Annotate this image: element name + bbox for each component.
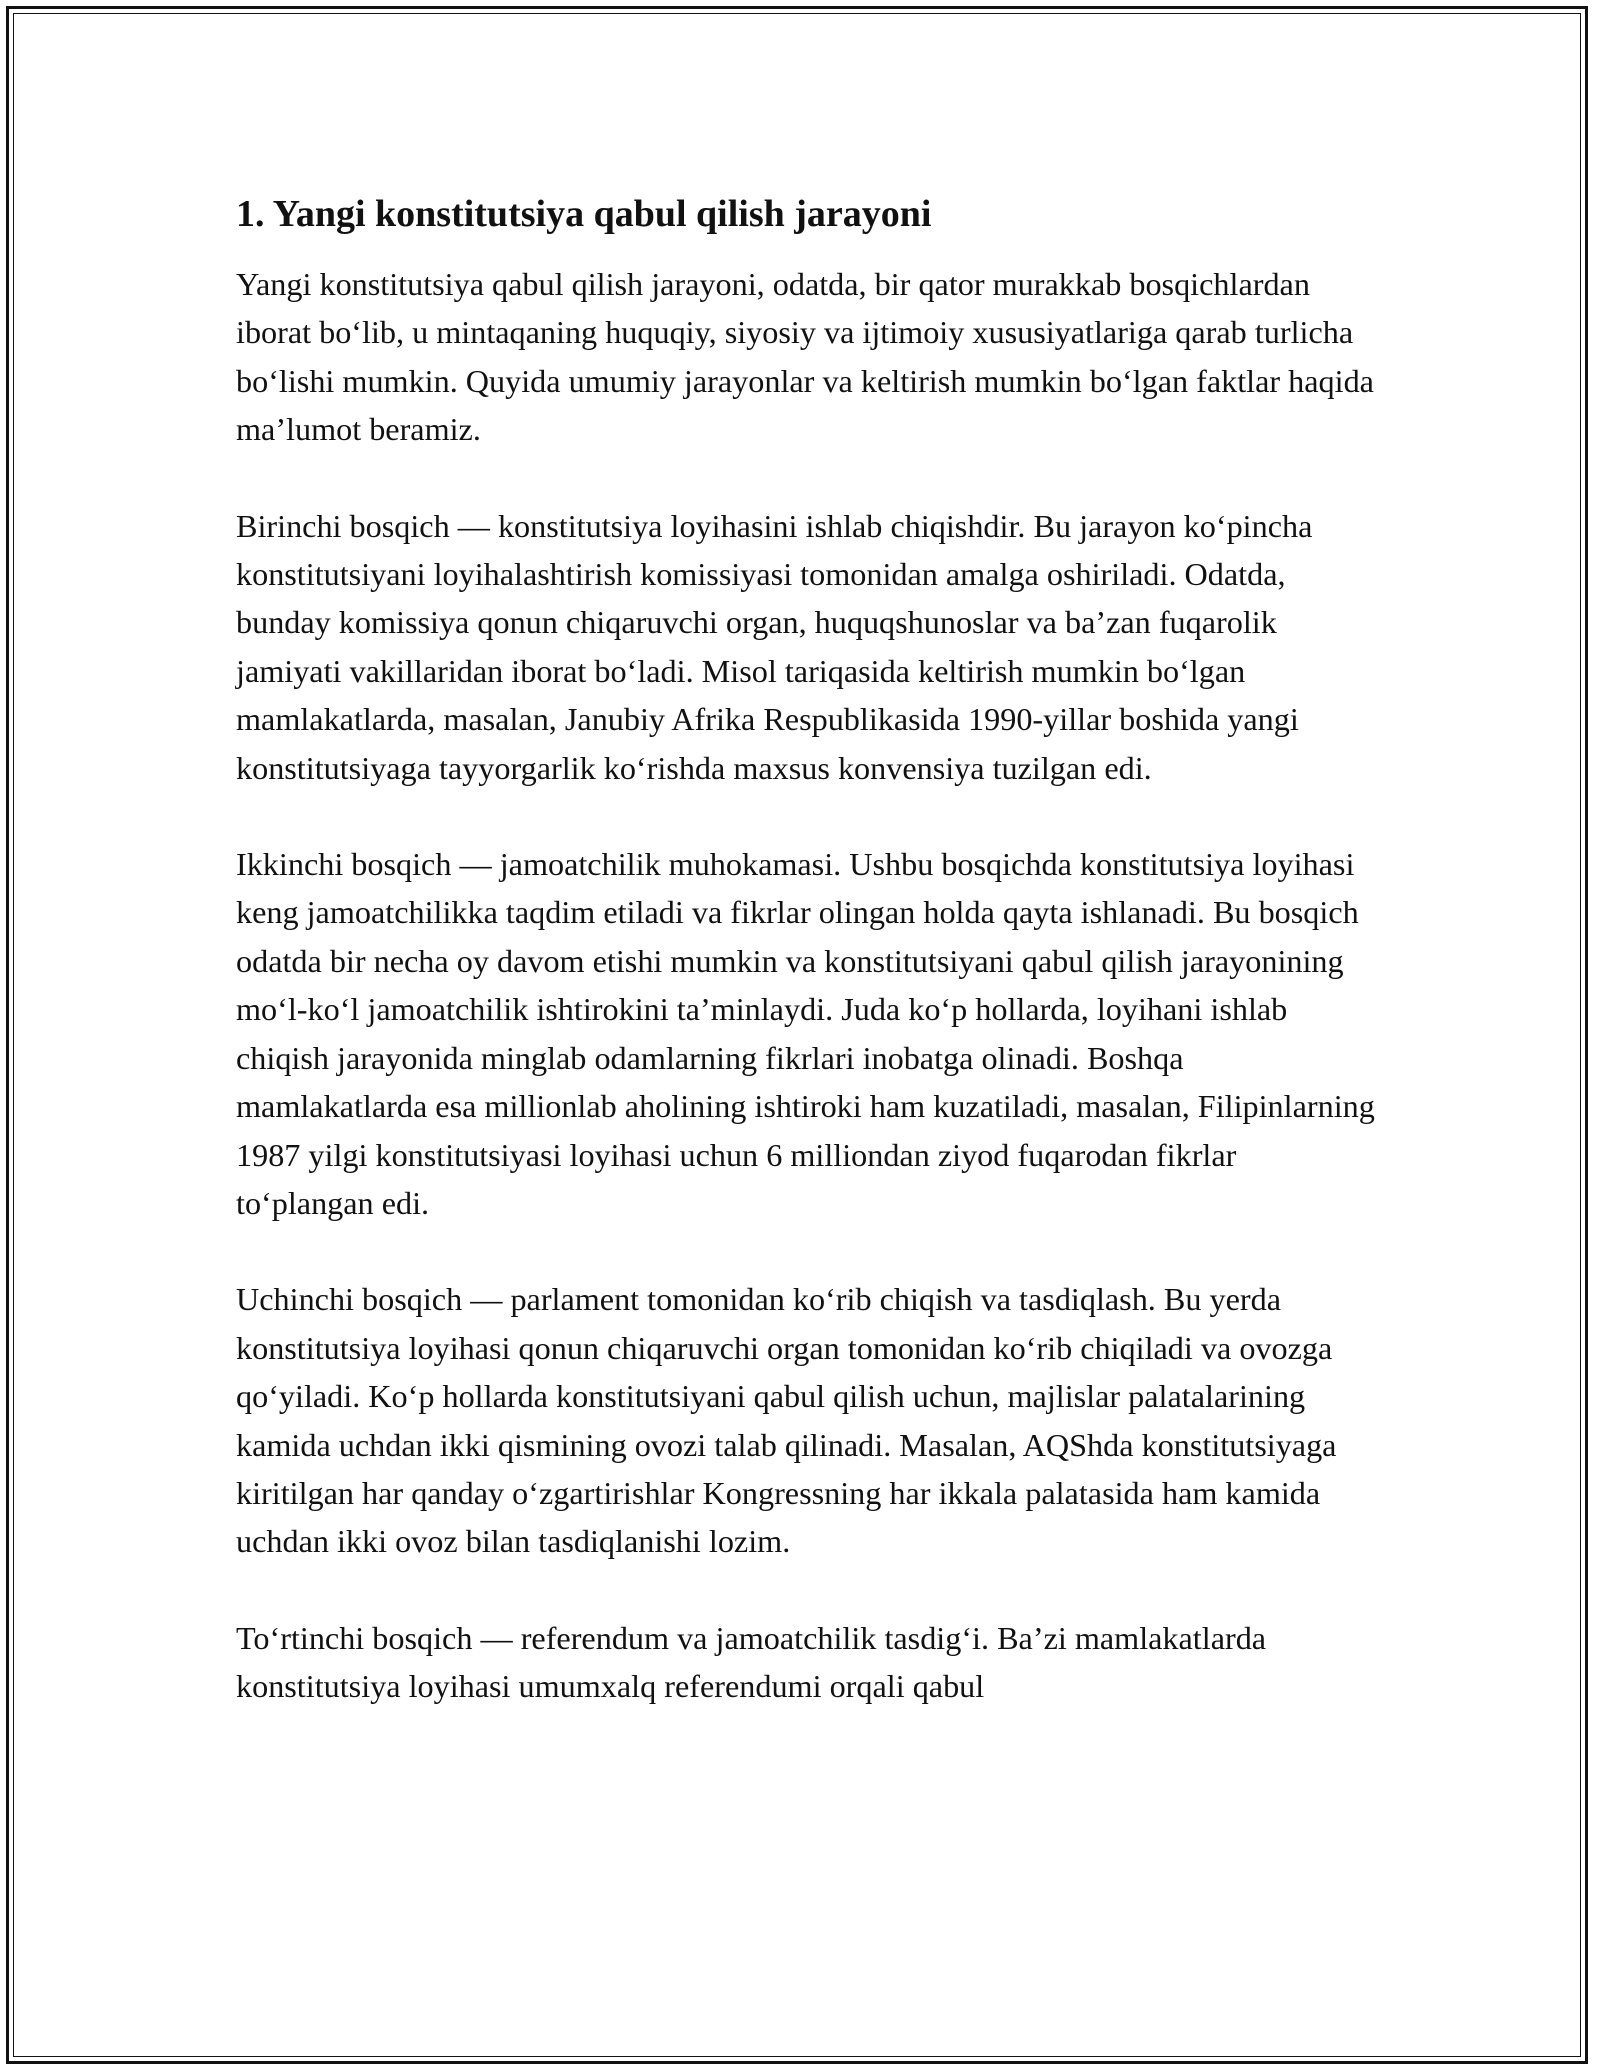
document-body <box>236 190 1376 1711</box>
stage-four-paragraph: To‘rtinchi bosqich — referendum va jamoatchilik tasdig‘i. Ba’zi mamlakatlarda konstitutsiya loyihasi umumxalq referendumi orqali qabul <box>236 1619 1267 1705</box>
intro-paragraph: Yangi konstitutsiya qabul qilish jarayoni, odatda, bir qator murakkab bosqichlardan iborat bo‘lib, u mintaqaning huquqiy, siyosiy va ijtimoiy xususiyatlariga qarab turlicha bo‘lishi mumkin. Quyida umumiy jarayonlar va keltirish mumkin bo‘lgan faktlar haqida ma’lumot beramiz. <box>236 266 1374 448</box>
stage-one-paragraph: Birinchi bosqich — konstitutsiya loyihasini ishlab chiqishdir. Bu jarayon ko‘pincha konstitutsiyani loyihalashtirish komissiyasi tomonidan amalga oshiriladi. Odatda, bunday komissiya qonun chiqaruvchi organ, huquqshunoslar va ba’zan fuqarolik jamiyati vakillaridan iborat bo‘ladi. Misol tariqasida keltirish mumkin bo‘lgan mamlakatlarda, masalan, Janubiy Afrika Respublikasida 1990-yillar boshida yangi konstitutsiyaga tayyorgarlik ko‘rishda maxsus konvensiya tuzilgan edi. <box>236 507 1313 786</box>
section-heading: 1. Yangi konstitutsiya qabul qilish jarayoni <box>236 193 932 235</box>
stage-two-paragraph: Ikkinchi bosqich — jamoatchilik muhokamasi. Ushbu bosqichda konstitutsiya loyihasi keng jamoatchilikka taqdim etiladi va fikrlar olingan holda qayta ishlanadi. Bu bosqich odatda bir necha oy davom etishi mumkin va konstitutsiyani qabul qilish jarayonining mo‘l-ko‘l jamoatchilik ishtirokini ta’minlaydi. Juda ko‘p hollarda, loyihani ishlab chiqish jarayonida minglab odamlarning fikrlari inobatga olinadi. Boshqa mamlakatlarda esa millionlab aholining ishtiroki ham kuzatiladi, masalan, Filipinlarning 1987 yilgi konstitutsiyasi loyihasi uchun 6 milliondan ziyod fuqarodan fikrlar to‘plangan edi. <box>236 846 1375 1221</box>
stage-three-paragraph: Uchinchi bosqich — parlament tomonidan ko‘rib chiqish va tasdiqlash. Bu yerda konstitutsiya loyihasi qonun chiqaruvchi organ tomonidan ko‘rib chiqiladi va ovozga qo‘yiladi. Ko‘p hollarda konstitutsiyani qabul qilish uchun, majlislar palatalarining kamida uchdan ikki qismining ovozi talab qilinadi. Masalan, AQShda konstitutsiyaga kiritilgan har qanday o‘zgartirishlar Kongressning har ikkala palatasida ham kamida uchdan ikki ovoz bilan tasdiqlanishi lozim. <box>236 1281 1337 1560</box>
